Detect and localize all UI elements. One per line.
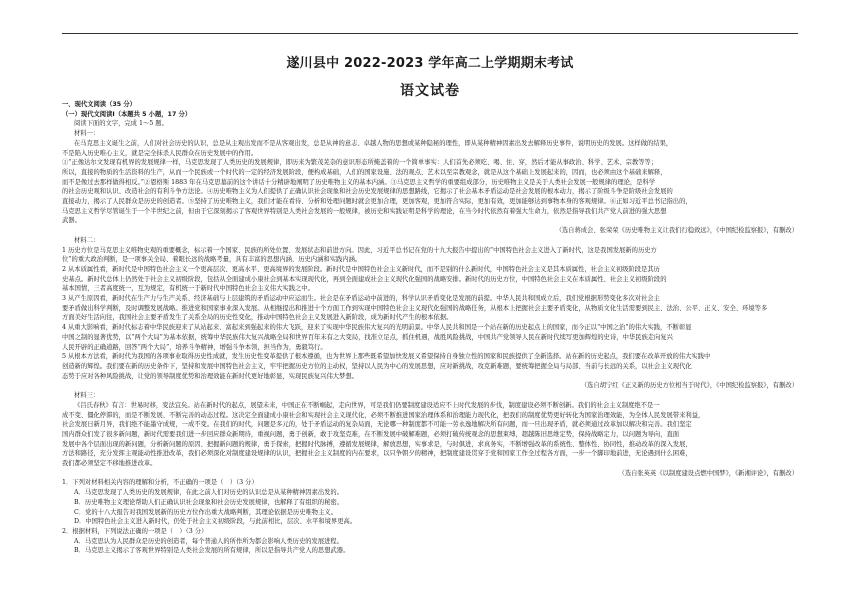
exam-title: 遂川县中 2022-2023 学年高二上学期期末考试: [286, 56, 574, 71]
material2-line: 中国之制的显著优势，以“两个大局”为基本依据，统筹中华民族伟大复兴战略全局和世界百年未有之大变局，找准立足点，抓住机遇，战胜风险挑战，中国共产党领导人民在新时代续写更加辉煌的史诗，中华民族走向复兴: [62, 333, 673, 341]
material1-line: 直接动力，揭示了人民群众是历史的创造者。⑤坚持了历史唯物主义，我们才能在看待、分析和处理问题时就会更加合理，更加客观，更加符合实际，更加有效，更加能够达到事物本身的客观规律。⑥正如习近平总书记指出的，: [62, 198, 692, 206]
material1-line: 马克思主义哲学尽管诞生于一个半世纪之前，但由于它深刻揭示了客观世界特别是人类社会发展的一般规律，被历史和实践证明是科学的理论，在当今时代依然有着强大生命力，依然是指导我们共产党人前进的强大思想: [62, 207, 667, 215]
question-2-option: A．马克思认为人民群众是历史的创造者，每个普通人的所作所为都会影响人类历史的发展进程。: [74, 537, 344, 545]
material3-line: 我们都必须坚定不移地推进改革。: [62, 460, 157, 468]
material2-line: 位”的重大政治判断，是一项事关全局、着眼长远的战略考量，具有丰富的思想内涵、历史内涵和实践内涵。: [62, 256, 362, 264]
material3-line: 《吕氏春秋》有言：世易时移，变法宜矣。站在新时代的起点，展望未来，中国正在不断崛起，走向世界，可是我们仍要制度建设适应不上时代发展的步伐，制度建设必须不断创新。我们的社会主义制度绝不是一: [74, 401, 660, 409]
section-heading: 一、现代文阅读（35 分）: [62, 101, 136, 108]
material2-body: [62, 246, 798, 382]
material1-body: [62, 139, 798, 226]
material2-line: 2 从本质属性看，新时代是中国特色社会主义一个更高层次、更高水平、更高境界的发展阶段。新时代是中国特色社会主义新时代，而不是别的什么新时代，中国特色社会主义是其本质属性，社会主义初级阶段是其历: [62, 265, 660, 273]
material2-line: 1 历史方位是马克思主义唯物史观的重要概念，标示着一个国家、民族的所处位置、发展状态和前进方向。因此，习近平总书记在党的十九大报告中提出的“中国特色社会主义进入了新时代，这是我国发展新的历史方: [62, 246, 657, 254]
material2-line: 史基点。新时代总体上仍然处于社会主义初级阶段，包括从全面建成小康社会到基本实现现代化，再到全面建成社会主义现代化强国的战略安排。新时代的历史方位，中国特色社会主义在本质属性、社会主义初级阶段的: [62, 275, 667, 283]
header-rule: [62, 33, 798, 34]
question-1-option: D．中国特色社会主义进入新时代，仍处于社会主义初级阶段，与此前相比，层次、水平和境界更高。: [74, 518, 357, 526]
question-2-option: B．马克思主义揭示了客观世界特别是人类社会发展的所有规律，所以是指导共产党人的思想武器。: [74, 547, 350, 555]
material3-line: 社会发展日新月异，我们绝不能墨守成规，一成不变。在我们的时代，问题是多元的，处于矛盾运动的复杂局面，无论哪一种制度都不可能一劳永逸地解决所有问题，而一旦出现矛盾，就必须通过改革加以解决和完善。我们坚定: [62, 421, 692, 429]
material1-line: ①“正像达尔文发现有机界的发展规律一样，马克思发现了人类历史的发展规律，即历来为繁茂芜杂的意识形态所掩盖着的一个简单事实：人们首先必须吃、喝、住、穿，然后才能从事政治、科学、艺术、宗教等等；: [62, 159, 658, 167]
material3-label: 材料三：: [74, 392, 100, 400]
material1-label: 材料一：: [74, 130, 100, 138]
material3-line: 国内群众们发了很多新问题，新时代需要我们进一步回应群众新期待，重视问题，勇于创新，敢于攻坚克难，在不断发展中破解难题，必须打破传统观念的思想束缚，超越陈旧思维定势，保持战略定力，以问题为导向，直面: [62, 430, 680, 438]
material2-line: 人民开辟的正确道路，回答“两个大局”，培养斗争精神，增强斗争本领，担当作为，勇毅笃行。: [62, 343, 327, 351]
question-1-options: [62, 488, 798, 527]
material3-line: 方法和路径，充分发挥主观能动性推进改革，我们必须深化对制度建设规律的认识，把握社会主义制度的内在要求，以只争朝夕的精神，把制度建设贯穿于党和国家工作全过程各方面，一步一个脚印地前进，无论遇到什么困难，: [62, 450, 692, 458]
question-1-option: A．马克思发现了人类历史的发展规律，在此之前人们对历史的认识总是从某种精神因素出发的。: [74, 489, 344, 497]
material1-line: 不是陷入历史唯心主义，就是完全抹杀人民群众在历史发展中的作用。: [62, 149, 258, 157]
material2-line: 3 从产生原因看，新时代在生产力与生产关系、经济基础与上层建筑的矛盾运动中应运而生。社会是在矛盾运动中前进的，科学认识矛盾变化是发展的前提。中华人民共和国成立后，我们党根据形势变化多次对社会主: [62, 295, 660, 303]
material2-label: 材料二：: [74, 236, 100, 244]
material3-line: 成不变、僵化停滞的，而是不断发展、不断完善的动态过程。这决定全面建成小康社会和实现社会主义现代化，必须不断推进国家治理体系和治理能力现代化，把我们的制度优势更好转化为国家治理效能，为全体人民发展带来利益，: [62, 411, 705, 419]
material2-line: 4 从重大影响看，新时代标志着中华民族迎来了从站起来、富起来到强起来的伟大飞跃，迎来了实现中华民族伟大复兴的光明前景。中华人民共和国是一个站在新的历史起点上的国家，而今正以“中国之治”的伟大实践，不断彰显: [62, 324, 692, 332]
material3-source: （选自张英英《以制度建设点燃中国梦》，《新湘评论》，有删改）: [618, 469, 798, 477]
material2-line: 态势于应对各种风险挑战，让党的领导制度优势和治理效能在新时代更好地彰显，实现民族复兴伟大梦想。: [62, 372, 358, 380]
material1-line: 所以，直接的物质的生活资料的生产，从而一个民族或一个时代的一定的经济发展阶段，便构成基础，人们的国家设施、法的观点、艺术以至宗教观念，就是从这个基础上发展起来的，因而，也必须由这个基础来解释，: [62, 168, 667, 176]
question-1-option: C．党的十八大报告对我国发展新的历史方位作出重大战略判断，其理论依据是历史唯物主义。: [74, 508, 337, 516]
material1-line: 在马克思主义诞生之前，人们对社会历史的认识，总是从主观出发而不是从客观出发，总是从神的意志、卓越人物的思想或某种隐秘的理性，即从某种精神因素出发去解释历史事件，说明历史的发展。这样做的结果，: [74, 139, 673, 147]
question-2-options: [62, 537, 798, 556]
material1-line: 的社会历史观和认识、改造社会的有利斗争方法论。④历史唯物主义为人们提供了正确认识社会现象和社会历史发展规律的思想路线，它揭示了社会基本矛盾运动是社会发展的根本动力，揭示了阶级斗争是阶级社会发展的: [62, 188, 673, 196]
material2-line: 要矛盾做出科学判断，及时调整发展战略。推进党和国家事业深入发展。从相继提出和推进十个方面工作到实现中国特色社会主义现代化强国的战略任务，从根本上把握社会主要矛盾变化，从物质文化生活需要到民主、法治、公平、正义、安全、环境等多: [62, 304, 768, 312]
instruction: 阅读下面的文字，完成 1～5 题。: [74, 120, 168, 128]
exam-body: [62, 100, 798, 556]
material2-line: 创造新的辉煌。我们要在新的历史条件下，坚持和发展中国特色社会主义，牢牢把握历史方位的主动权，坚持以人民为中心的发展思想，应对新挑战，攻克新难题，要统筹把握全局与局部、当前与长远的关系，以社会主义现代化: [62, 362, 692, 370]
subsection-heading: （一）现代文阅读Ⅰ（本题共 5 小题，17 分）: [62, 110, 192, 118]
question-2-stem: 2．根据材料，下列说法正确的一项是（ ）（3 分）: [62, 527, 208, 535]
material2-line: 基本国情，三者高度统一，互为规定，有机统一于新时代中国特色社会主义伟大实践之中。: [62, 285, 314, 293]
question-1-stem: 1．下列对材料相关内容的理解和分析，不正确的一项是（ ）（3 分）: [62, 479, 258, 487]
material3-body: [62, 401, 798, 469]
question-1-option: B．历史唯物主义理论帮助人们正确认识社会现象和社会历史发展规律，也解释了有组织的秘密。: [74, 498, 344, 506]
material2-line: 方面美好生活向往，我国社会主要矛盾发生了关系全局的历史性变化，推动中国特色社会主义发展进入新阶段，成为新时代产生的根本依据。: [62, 314, 453, 322]
material1-line: 武器。: [62, 217, 81, 225]
exam-subtitle: 语文试卷: [400, 83, 460, 99]
material3-line: 发展中各个层面出现的新问题，分析新问题的原因、把握新问题的规律，勇于探索，把握时代脉搏，遵循发展规律，解放思想，实事求是，与时俱进，求真务实，不断增强改革的系统性、整体性、协同性，推动改革的深入发展，: [62, 440, 692, 448]
material2-source: （选自胡宁红《正义新的历史方位相当于时代》，《中国纪检监察报》，有删改）: [580, 382, 798, 390]
material1-line: 而不是像过去那样做得相反。”②恩格斯 1883 年在马克思墓前的这个讲话十分精辟地阐明了历史唯物主义的基本内涵。③马克思主义哲学的重要组成部分，历史唯物主义是关于人类社会发展一般规律的理论，是科学: [62, 178, 656, 186]
material1-source: （选自蒋成会、张荣荣《历史唯物主义让我们行稳致远》，《中国纪检监察报》，有删改）: [555, 227, 798, 235]
material2-line: 5 从根本方法看，新时代为我国的各项事业取得历史性成就，发生历史性变革提供了根本遵循，也为世界上那些既希望加快发展又希望保持自身独立性的国家和民族提供了全新选择。站在新的历史起点，我们要在改革开放的伟大实践中: [62, 353, 711, 361]
